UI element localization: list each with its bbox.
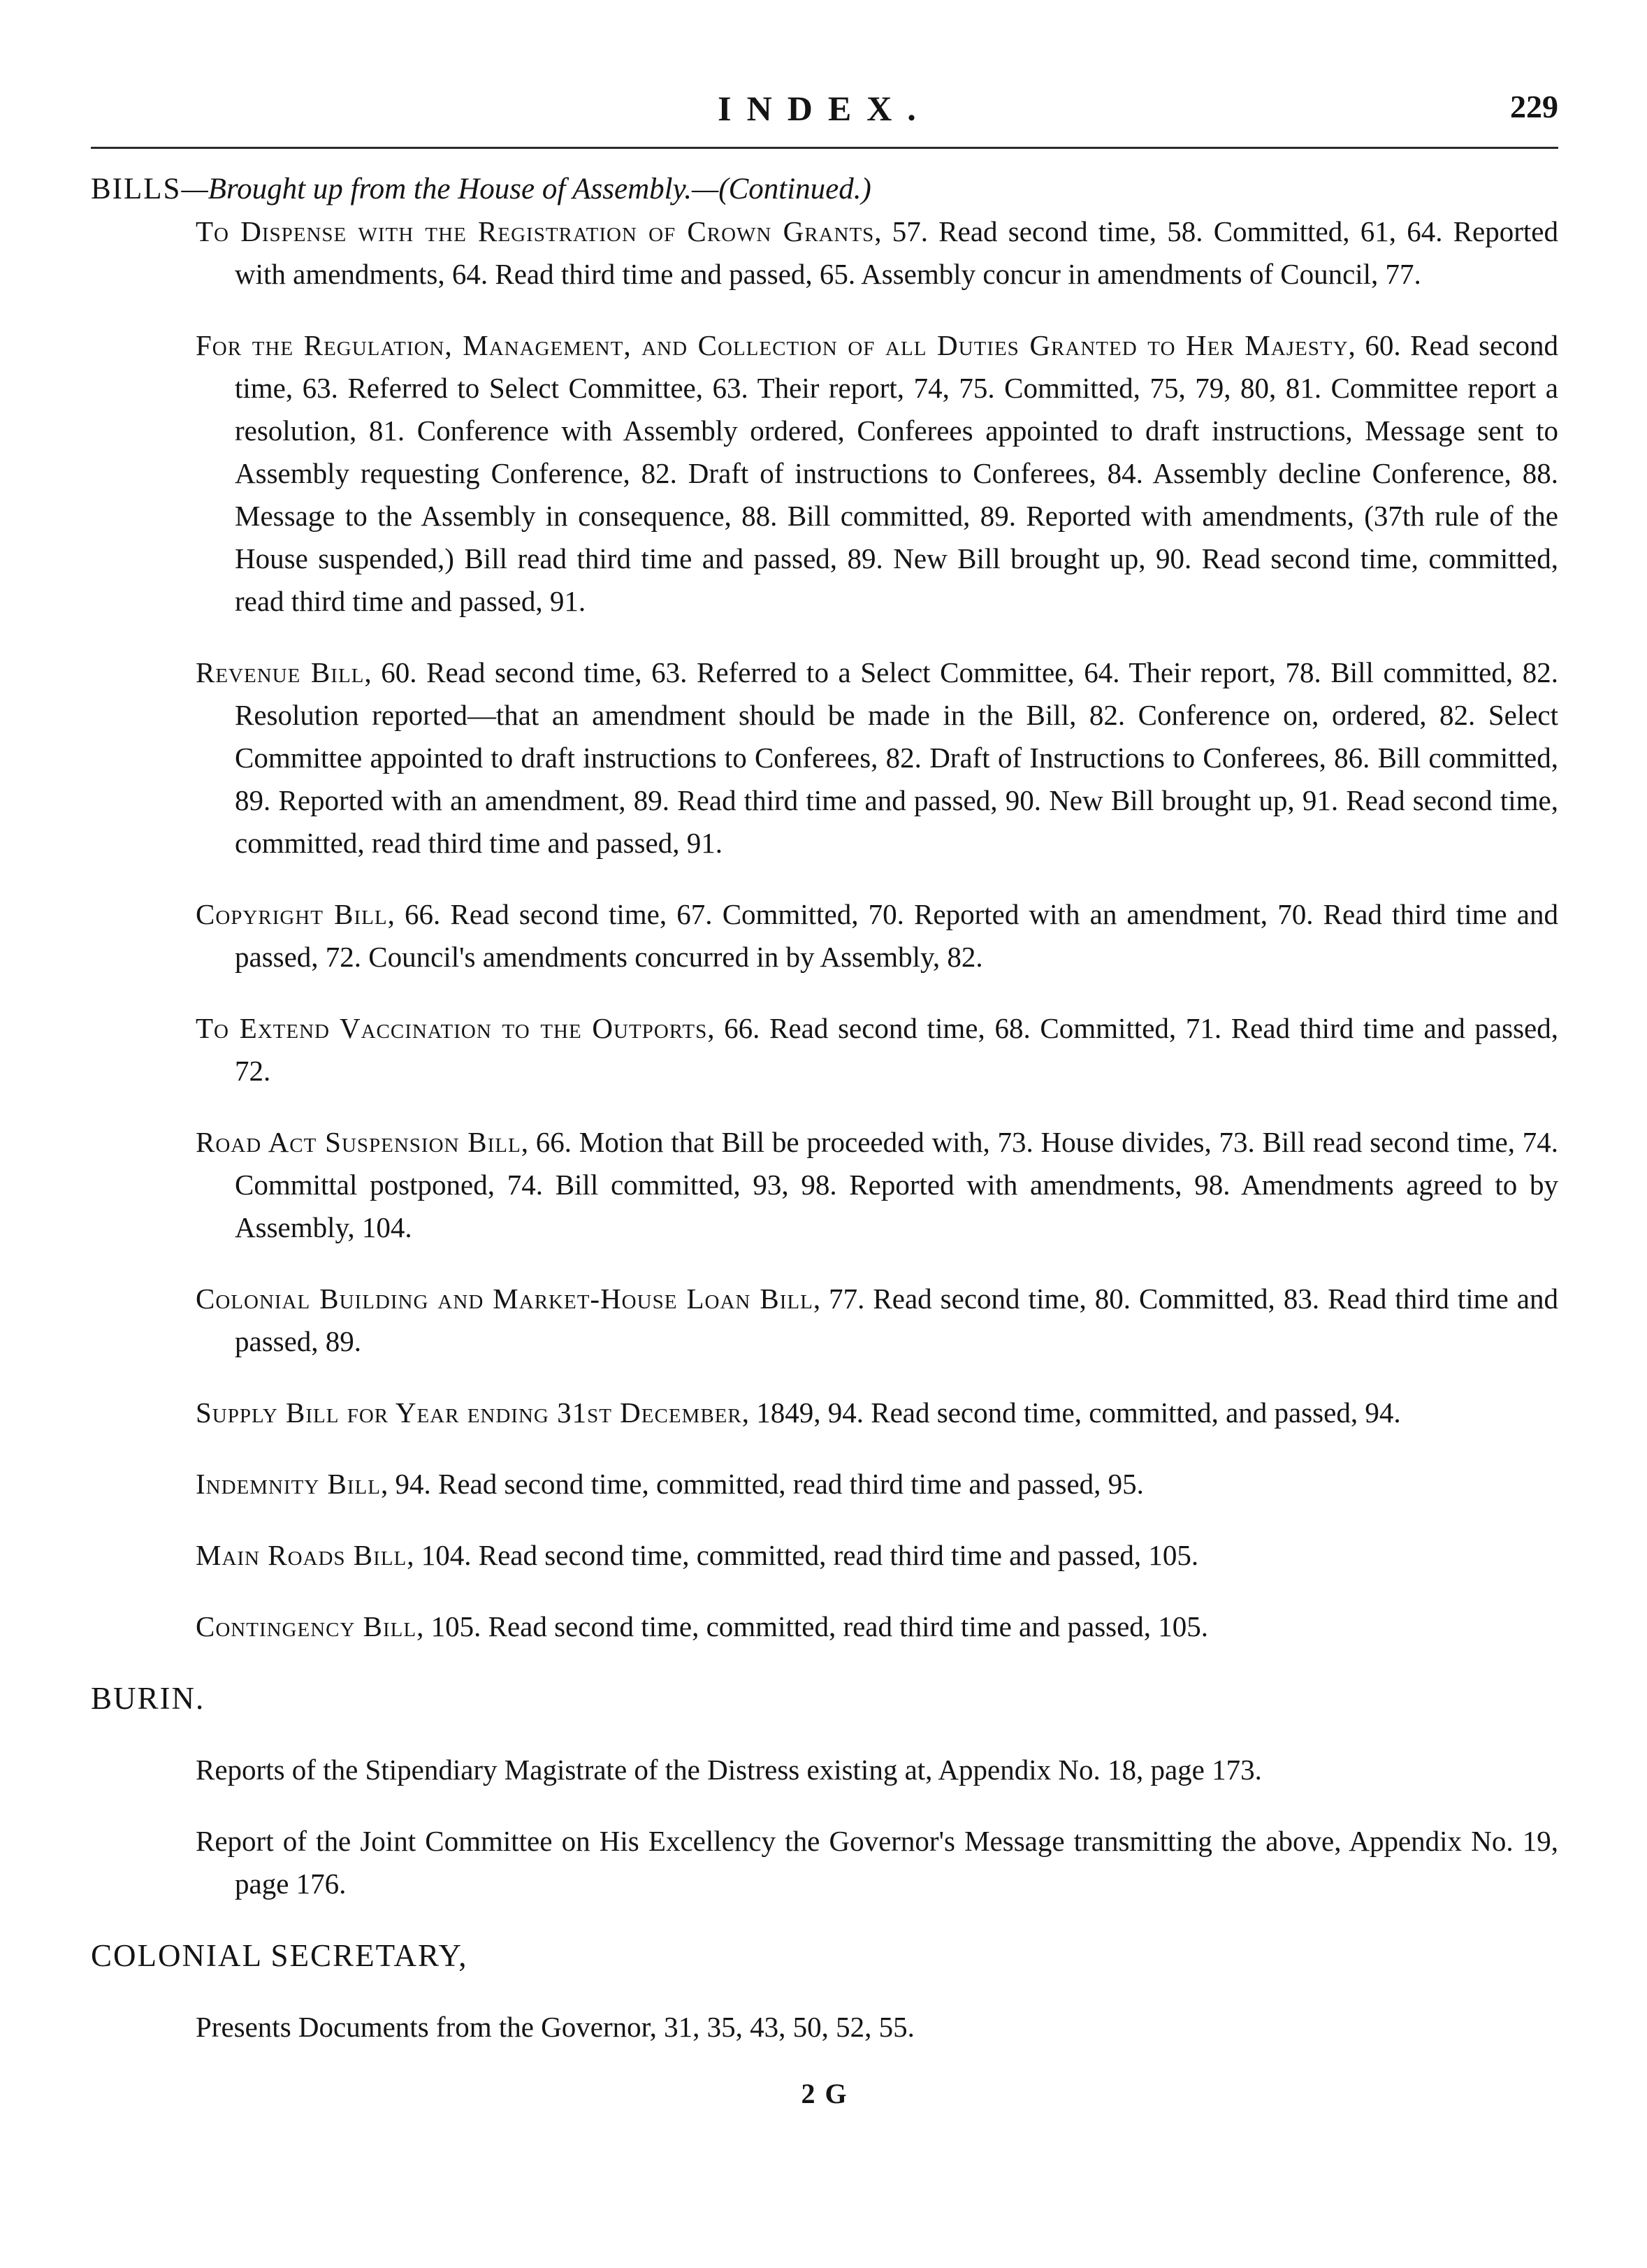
bills-heading — [91, 168, 1558, 210]
bill-entry — [196, 324, 1558, 623]
bills-heading-label: BILLS — [91, 173, 182, 205]
bill-text: , 105. Read second time, committed, read third time and passed, 105. — [416, 1610, 1209, 1642]
bill-text: , 57. Read second time, 58. Committed, 61, 64. Reported with amendments, 64. Read third time and passed, 65. Assembly concur in amendments of Council, 77. — [235, 215, 1558, 290]
bill-title: For the Regulation, Management, and Collection of all Duties Granted to Her Majesty — [196, 329, 1349, 361]
bill-entry — [196, 893, 1558, 978]
bill-title: Main Roads Bill — [196, 1539, 407, 1571]
bill-text: , 104. Read second time, committed, read third time and passed, 105. — [407, 1539, 1199, 1571]
bills-entries — [91, 210, 1558, 1648]
bill-title: Indemnity Bill — [196, 1468, 381, 1500]
burin-entry: Reports of the Stipendiary Magistrate of the Distress existing at, Appendix No. 18, page 173. — [196, 1754, 1262, 1786]
bill-text: , 66. Read second time, 67. Committed, 70. Reported with an amendment, 70. Read third time and passed, 72. Council's amendments concurred in by Assembly, 82. — [235, 898, 1558, 973]
page-title: INDEX. — [718, 89, 931, 128]
colonial-secretary-entry: Presents Documents from the Governor, 31, 35, 43, 50, 52, 55. — [196, 2011, 915, 2043]
signature-mark: 2 G — [801, 2078, 848, 2109]
burin-entry: Report of the Joint Committee on His Excellency the Governor's Message transmitting the above, Appendix No. 19, page 176. — [196, 1825, 1558, 1900]
bill-text: , 66. Motion that Bill be proceeded with, 73. House divides, 73. Bill read second time, 74. Committal postponed, 74. Bill committed, 93, 98. Reported with amendments, 98. Amendments agreed to by Assembly, 104. — [235, 1126, 1559, 1243]
bill-title: Revenue Bill — [196, 656, 365, 688]
bill-entry — [196, 1007, 1558, 1092]
burin-heading: BURIN. — [91, 1681, 205, 1716]
bill-text: , 77. Read second time, 80. Committed, 83. Read third time and passed, 89. — [235, 1283, 1558, 1357]
bill-text: , 1849, 94. Read second time, committed, and passed, 94. — [741, 1396, 1401, 1429]
bill-title: Supply Bill for Year ending 31st December — [196, 1396, 742, 1429]
bill-text: , 60. Read second time, 63. Referred to Select Committee, 63. Their report, 74, 75. Committed, 75, 79, 80, 81. Committee report a resolution, 81. Conference with Assembly ordered, Conferees appointed to draft instructions, Message sent to Assembly requesting Conference, 82. Draft of instructions to Conferees, 84. Assembly decline Conference, 88. Message to the Assembly in consequence, 88. Bill committed, 89. Reported with amendments, (37th rule of the House suspended,) Bill read third time and passed, 89. New Bill brought up, 90. Read second time, committed, read third time and passed, 91. — [235, 329, 1559, 617]
bill-entry — [196, 1392, 1558, 1434]
bill-title: Road Act Suspension Bill — [196, 1126, 521, 1158]
page-header — [91, 84, 1558, 140]
bill-entry — [196, 1121, 1558, 1249]
bill-title: To Extend Vaccination to the Outports — [196, 1012, 708, 1044]
bill-entry — [196, 1534, 1558, 1577]
header-rule — [91, 147, 1558, 149]
bill-entry — [196, 651, 1558, 865]
bill-title: Copyright Bill — [196, 898, 388, 930]
bill-text: , 94. Read second time, committed, read third time and passed, 95. — [380, 1468, 1144, 1500]
bill-text: , 60. Read second time, 63. Referred to a Select Committee, 64. Their report, 78. Bill committed, 82. Resolution reported—that an amendment should be made in the Bill, 82. Conference on, ordered, 82. Select Committee appointed to draft instructions to Conferees, 82. Draft of Instructions to Conferees, 86. Bill committed, 89. Reported with an amendment, 89. Read third time and passed, 90. New Bill brought up, 91. Read second time, committed, read third time and passed, 91. — [235, 656, 1558, 859]
bill-entry — [196, 1605, 1558, 1648]
bill-title: To Dispense with the Registration of Crown Grants — [196, 215, 875, 247]
burin-section — [91, 1677, 1558, 1905]
bill-text: , 66. Read second time, 68. Committed, 71. Read third time and passed, 72. — [235, 1012, 1558, 1087]
bill-entry — [196, 210, 1558, 296]
colonial-secretary-heading: COLONIAL SECRETARY, — [91, 1938, 468, 1973]
index-page — [91, 84, 1558, 2110]
bills-heading-subtitle: —Brought up from the House of Assembly.—(Continued.) — [181, 173, 871, 205]
bill-entry — [196, 1278, 1558, 1363]
bill-entry — [196, 1463, 1558, 1505]
colonial-secretary-section — [91, 1934, 1558, 2049]
bill-title: Colonial Building and Market-House Loan Bill — [196, 1283, 813, 1315]
page-number: 229 — [1510, 89, 1558, 124]
bill-title: Contingency Bill — [196, 1610, 417, 1642]
